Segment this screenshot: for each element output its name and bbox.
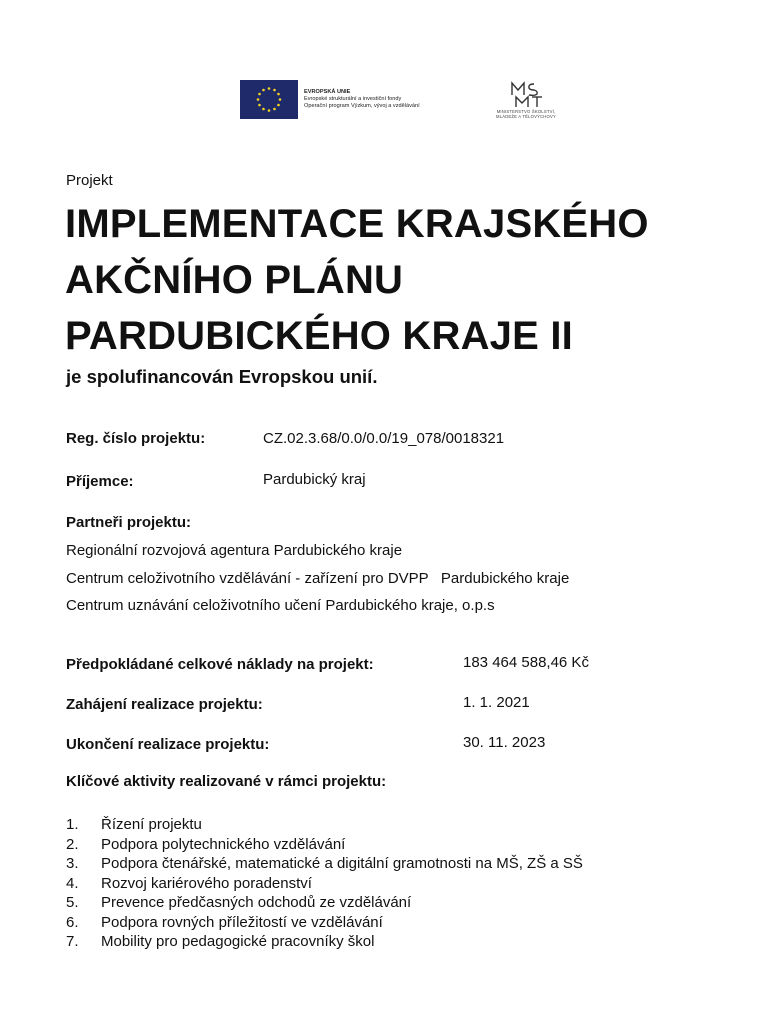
list-item (66, 913, 583, 933)
reg-number-label: Reg. číslo projektu: (66, 430, 206, 447)
project-subtitle: je spolufinancován Evropskou unií. (66, 366, 378, 387)
recipient-label: Příjemce: (66, 473, 134, 490)
eu-caption (304, 89, 464, 110)
activities-label: Klíčové aktivity realizované v rámci projektu: (66, 773, 387, 790)
msmt-caption (486, 109, 566, 119)
list-item (66, 854, 583, 874)
start-label: Zahájení realizace projektu: (66, 696, 263, 713)
list-item-text: Podpora čtenářské, matematické a digitální gramotnosti na MŠ, ZŠ a SŠ (101, 855, 583, 872)
list-item (66, 815, 583, 835)
list-item-text: Podpora polytechnického vzdělávání (101, 835, 346, 853)
logo-strip (240, 80, 566, 119)
partner-item: Regionální rozvojová agentura Pardubického kraje (66, 542, 403, 559)
list-item-text: Prevence předčasných odchodů ze vzdělávání (101, 894, 412, 911)
list-item-number: 6. (66, 913, 79, 931)
list-item-text: Rozvoj kariérového poradenství (101, 874, 312, 892)
end-label: Ukončení realizace projektu: (66, 736, 270, 753)
title-line: IMPLEMENTACE KRAJSKÉHO (65, 202, 649, 246)
list-item-number: 2. (66, 835, 79, 853)
partner-item: Centrum celoživotního vzdělávání - zařízení pro DVPP Pardubického kraje (66, 570, 570, 587)
msmt-caption-line: MLÁDEŽE A TĚLOVÝCHOVY (496, 113, 556, 119)
msmt-logo (486, 81, 566, 119)
list-item (66, 932, 583, 952)
eu-flag-icon (240, 80, 298, 119)
list-item-number: 7. (66, 933, 79, 950)
cost-value: 183 464 588,46 Kč (463, 654, 589, 671)
title-line: AKČNÍHO PLÁNU (65, 258, 404, 302)
partner-item: Centrum uznávání celoživotního učení Pardubického kraje, o.p.s (66, 597, 495, 614)
recipient-value: Pardubický kraj (263, 471, 366, 488)
list-item-number: 3. (66, 855, 79, 872)
list-item-number: 4. (66, 874, 79, 892)
title-line: PARDUBICKÉHO KRAJE II (65, 314, 573, 358)
eu-caption-line: Evropské strukturální a investiční fondy (304, 96, 402, 102)
eu-caption-line: Operační program Výzkum, vývoj a vzdělávání (304, 103, 420, 109)
activities-list (66, 815, 583, 952)
reg-number-value: CZ.02.3.68/0.0/0.0/19_078/0018321 (263, 430, 505, 447)
end-date-value: 30. 11. 2023 (463, 734, 546, 751)
project-title (65, 196, 649, 364)
list-item-text: Řízení projektu (101, 816, 202, 833)
msmt-caption-line: MINISTERSTVO ŠKOLSTVÍ, (496, 108, 556, 114)
list-item-number: 5. (66, 894, 79, 911)
eu-caption-line: EVROPSKÁ UNIE (304, 89, 351, 95)
partners-label: Partneři projektu: (66, 514, 192, 531)
list-item-text: Podpora rovných příležitostí ve vzdělávání (101, 913, 383, 931)
start-date-value: 1. 1. 2021 (463, 694, 530, 711)
list-item (66, 893, 583, 913)
msmt-emblem-icon (506, 81, 546, 109)
cost-label: Předpokládané celkové náklady na projekt: (66, 656, 374, 673)
list-item (66, 874, 583, 894)
list-item-number: 1. (66, 816, 79, 833)
list-item-text: Mobility pro pedagogické pracovníky škol (101, 933, 375, 950)
project-kicker: Projekt (66, 172, 113, 189)
list-item (66, 835, 583, 855)
